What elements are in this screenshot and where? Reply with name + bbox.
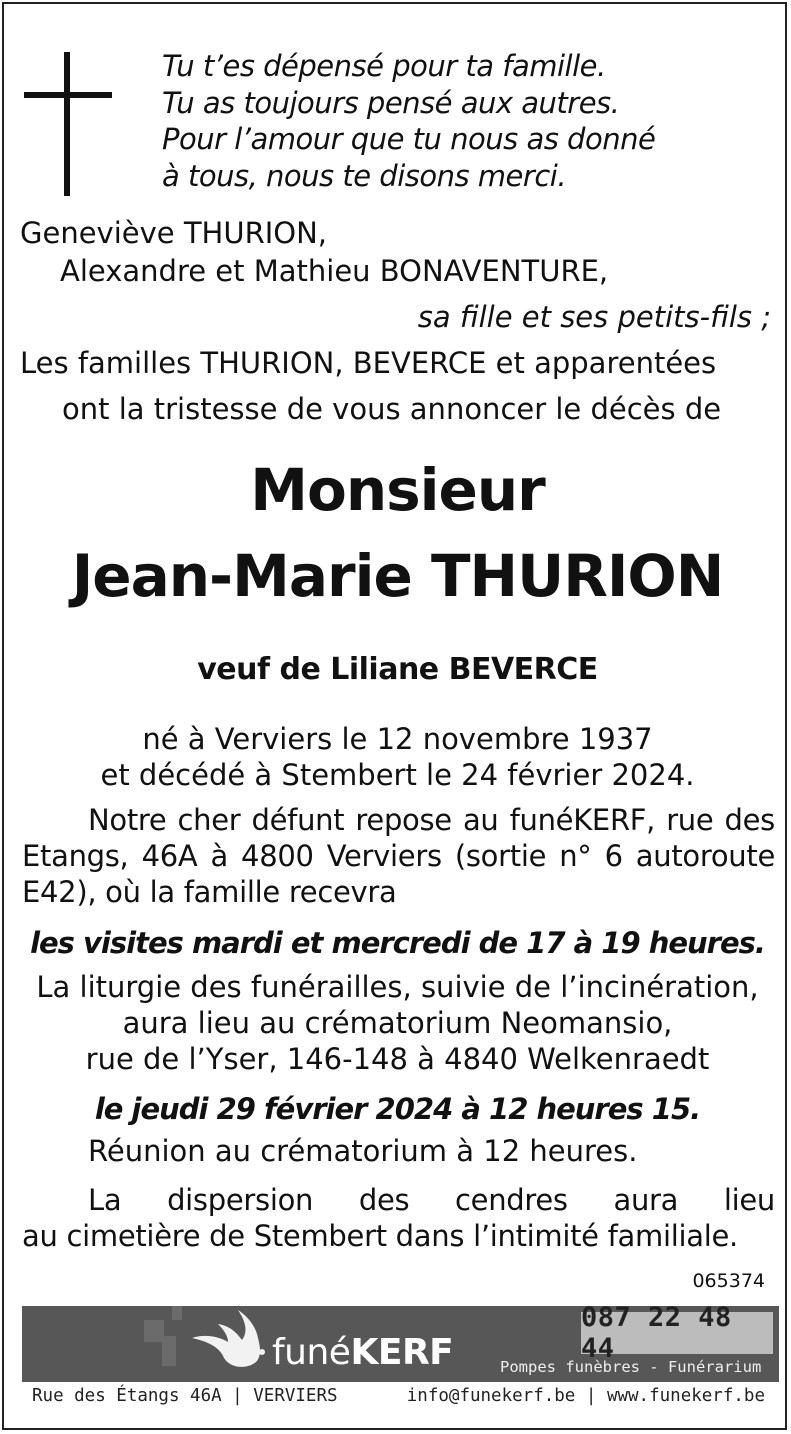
tagline: Pompes funèbres - Funérarium <box>500 1358 762 1376</box>
phone-number: 087 22 48 44 <box>581 1312 773 1354</box>
meeting-line: Réunion au crématorium à 12 heures. <box>88 1134 638 1168</box>
decor-square <box>144 1320 164 1342</box>
deceased-name: Jean-Marie THURION <box>71 542 724 610</box>
decor-square <box>162 1336 176 1366</box>
obituary-notice <box>2 2 787 1430</box>
family-line-3: Les familles THURION, BEVERCE et apparentées <box>20 346 717 380</box>
liturgy-line-3: rue de l’Yser, 146-148 à 4840 Welkenraedt <box>85 1042 710 1076</box>
cross-icon <box>24 52 114 196</box>
decor-square <box>172 1306 182 1320</box>
death-line: et décédé à Stembert le 24 février 2024. <box>100 758 695 792</box>
brand-light: funé <box>272 1332 351 1373</box>
poem-line: Pour l’amour que tu nous as donné <box>162 122 656 156</box>
family-relation: sa fille et ses petits-fils ; <box>417 300 771 334</box>
dispersion-line: La dispersion des cendres aura lieu <box>88 1183 775 1217</box>
ceremony-line: le jeudi 29 février 2024 à 12 heures 15. <box>94 1092 701 1126</box>
repose-line: Etangs, 46A à 4800 Verviers (sortie n° 6 autoroute <box>22 839 775 873</box>
poem <box>162 48 655 194</box>
poem-line: Tu as toujours pensé aux autres. <box>162 85 620 120</box>
brand-logo <box>272 1332 453 1373</box>
brand-bold: KERF <box>350 1332 454 1373</box>
visits-line: les visites mardi et mercredi de 17 à 19 heures. <box>30 926 765 960</box>
street-address: Rue des Étangs 46A | VERVIERS <box>32 1386 338 1406</box>
announcement-line: ont la tristesse de vous annoncer le décès de <box>62 392 722 426</box>
deceased-title: Monsieur <box>250 456 545 524</box>
repose-line: Notre cher défunt repose au funéKERF, rue des <box>88 803 775 837</box>
reference-number: 065374 <box>692 1270 765 1292</box>
dispersion-paragraph <box>22 1182 775 1254</box>
family-line-2: Alexandre et Mathieu BONAVENTURE, <box>60 254 609 288</box>
widow-line: veuf de Liliane BEVERCE <box>197 652 598 687</box>
poem-line: Tu t’es dépensé pour ta famille. <box>162 49 606 83</box>
liturgy-line-1: La liturgie des funérailles, suivie de l’incinération, <box>36 970 759 1004</box>
dove-logo-icon <box>190 1308 280 1378</box>
poem-line: à tous, nous te disons merci. <box>162 158 567 193</box>
birth-line: né à Verviers le 12 novembre 1937 <box>142 722 653 756</box>
repose-paragraph <box>22 802 775 910</box>
funeral-home-banner <box>22 1302 779 1382</box>
repose-line: E42), où la famille recevra <box>22 875 397 909</box>
contact-info: info@funekerf.be | www.funekerf.be <box>406 1386 765 1406</box>
family-line-1: Geneviève THURION, <box>20 216 328 250</box>
liturgy-line-2: aura lieu au crématorium Neomansio, <box>122 1006 673 1040</box>
dispersion-line: au cimetière de Stembert dans l’intimité familiale. <box>22 1219 738 1253</box>
